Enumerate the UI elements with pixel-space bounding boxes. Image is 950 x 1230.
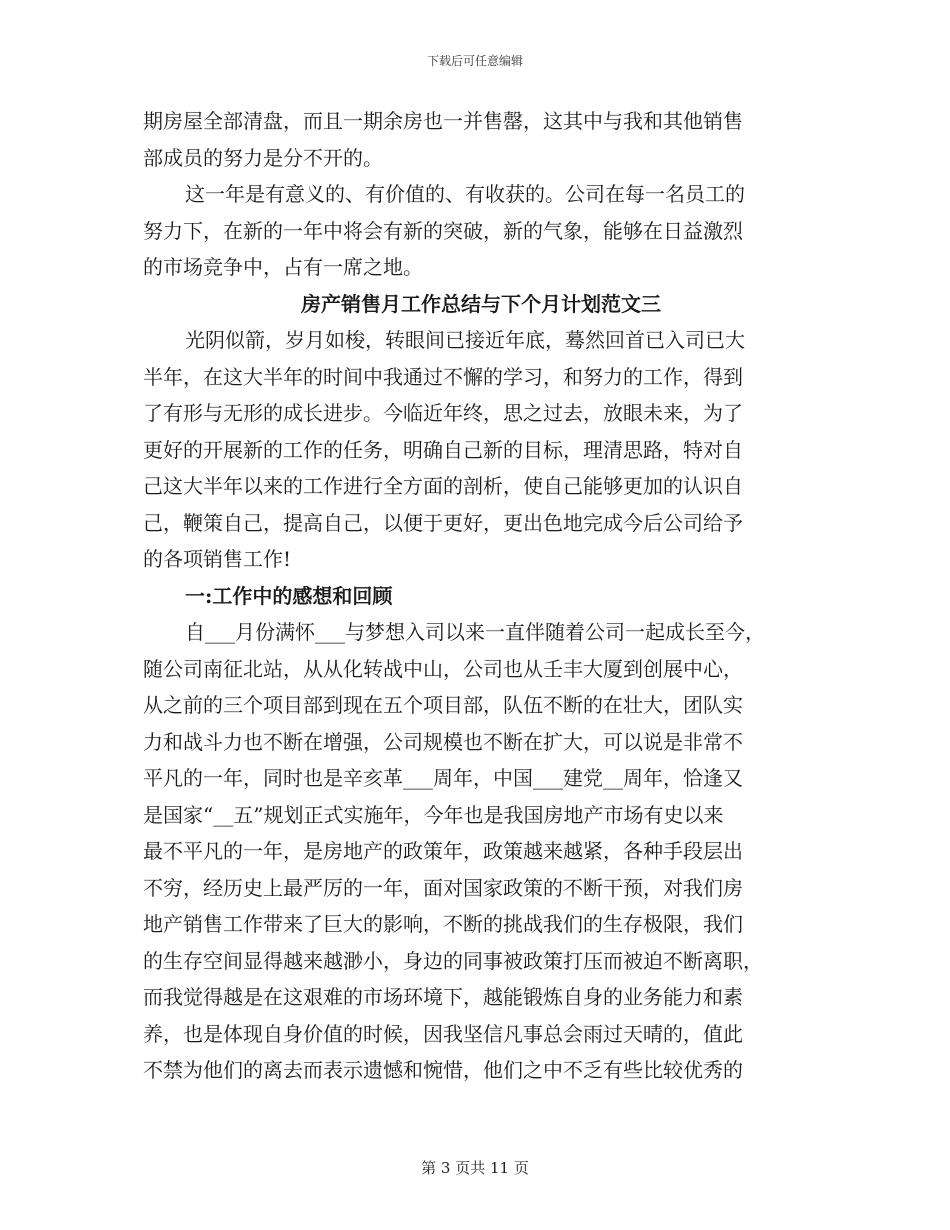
text-line: 不禁为他们的离去而表示遗憾和惋惜，他们之中不乏有些比较优秀的 bbox=[143, 1058, 743, 1082]
paragraph bbox=[143, 103, 811, 176]
section-title: 房产销售月工作总结与下个月计划范文三 bbox=[301, 291, 661, 316]
page-number: 第 3 页共 11 页 bbox=[421, 1159, 529, 1177]
header-note: 下载后可任意编辑 bbox=[426, 54, 523, 68]
paragraph bbox=[143, 176, 811, 286]
text-line: 平凡的一年，同时也是辛亥革___周年，中国___建党__周年，恰逢又 bbox=[143, 766, 743, 790]
text-line: 了有形与无形的成长进步。今临近年终，思之过去，放眼未来，为了 bbox=[143, 401, 743, 425]
text-line: 半年，在这大半年的时间中我通过不懈的学习，和努力的工作，得到 bbox=[143, 364, 743, 389]
text-line: 不穷，经历史上最严厉的一年，面对国家政策的不断干预，对我们房 bbox=[143, 875, 743, 900]
text-line: 自___月份满怀___与梦想入司以来一直伴随着公司一起成长至今， bbox=[185, 620, 765, 644]
text-line: 的生存空间显得越来越渺小，身边的同事被政策打压而被迫不断离职， bbox=[143, 948, 763, 973]
text-line: 从之前的三个项目部到现在五个项目部，队伍不断的在壮大，团队实 bbox=[143, 693, 743, 717]
text-line: 更好的开展新的工作的任务，明确自己新的目标，理清思路，特对自 bbox=[143, 437, 743, 462]
text-line: 的市场竞争中，占有一席之地。 bbox=[143, 255, 423, 279]
text-line: 己这大半年以来的工作进行全方面的剖析，使自己能够更加的认识自 bbox=[143, 474, 743, 498]
text-line: 光阴似箭，岁月如梭，转眼间已接近年底，蓦然回首已入司已大 bbox=[185, 328, 745, 352]
text-line: 是国家“__五”规划正式实施年，今年也是我国房地产市场有史以来 bbox=[143, 802, 724, 827]
document-body bbox=[143, 103, 811, 1089]
text-line: 期房屋全部清盘，而且一期余房也一并售罄，这其中与我和其他销售 bbox=[143, 109, 743, 133]
text-line: 己，鞭策自己，提高自己，以便于更好，更出色地完成今后公司给予 bbox=[143, 510, 743, 535]
text-line: 地产销售工作带来了巨大的影响，不断的挑战我们的生存极限，我们 bbox=[143, 912, 743, 936]
text-line: 的各项销售工作! bbox=[143, 547, 292, 571]
text-line: 最不平凡的一年，是房地产的政策年，政策越来越紧，各种手段层出 bbox=[143, 839, 743, 863]
text-line: 努力下，在新的一年中将会有新的突破，新的气象，能够在日益激烈 bbox=[143, 218, 743, 243]
text-line: 力和战斗力也不断在增强，公司规模也不断在扩大，可以说是非常不 bbox=[143, 729, 743, 754]
text-line: 部成员的努力是分不开的。 bbox=[143, 145, 383, 170]
intro-paragraph bbox=[143, 322, 811, 578]
text-line: 随公司南征北站，从从化转战中山，公司也从壬丰大厦到创展中心， bbox=[143, 656, 743, 681]
text-line: 而我觉得越是在这艰难的市场环境下，越能锻炼自身的业务能力和素 bbox=[143, 985, 743, 1009]
text-line: 这一年是有意义的、有价值的、有收获的。公司在每一名员工的 bbox=[185, 182, 745, 206]
text-line: 养，也是体现自身价值的时候，因我坚信凡事总会雨过天晴的，值此 bbox=[143, 1021, 743, 1046]
body-paragraph bbox=[143, 614, 811, 1089]
subheading: 一:工作中的感想和回顾 bbox=[185, 583, 393, 608]
